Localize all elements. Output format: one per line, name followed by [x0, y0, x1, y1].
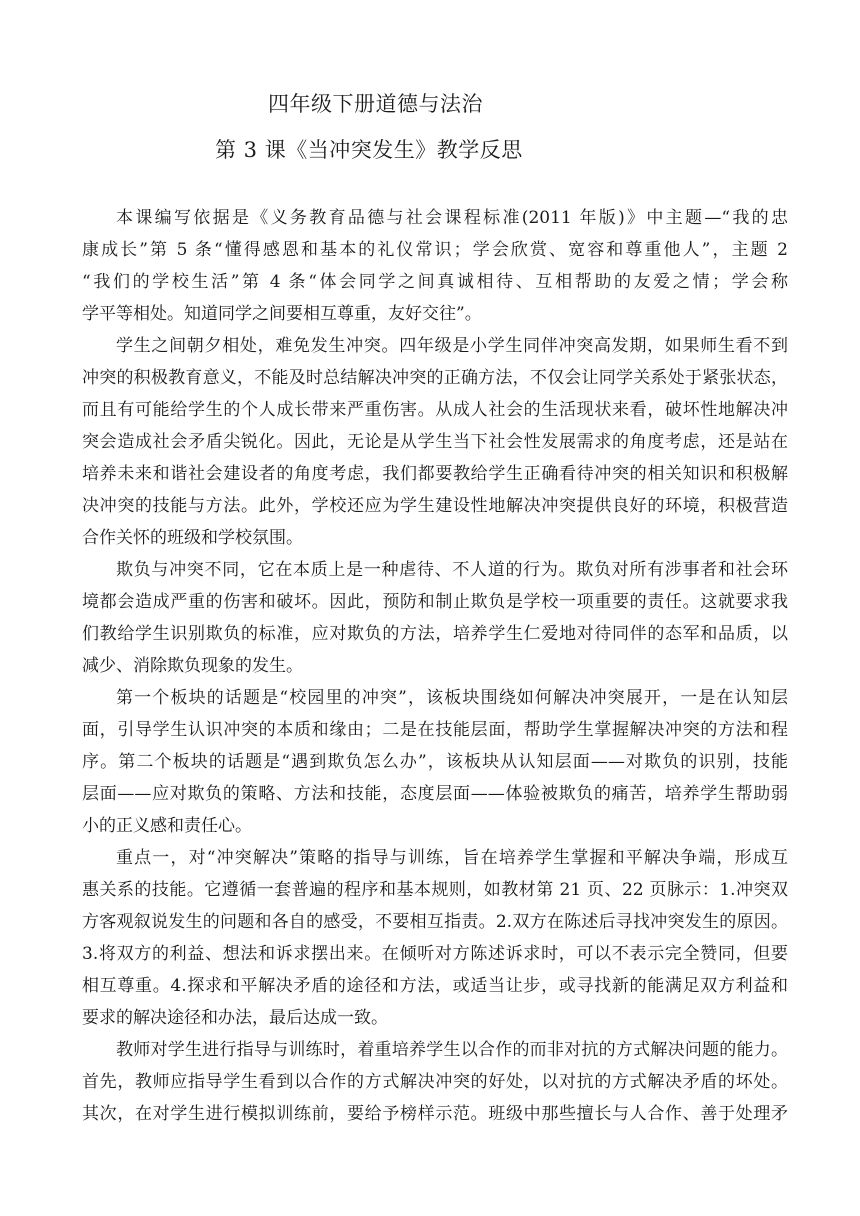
paragraph-line: 们教给学生识别欺负的标准，应对欺负的方法，培养学生仁爱地对待同伴的态军和品质，以 — [82, 624, 788, 644]
paragraph-line: 本课编写依据是《义务教育品德与社会课程标准(2011 年版)》中主题—“我的忠 — [116, 208, 788, 228]
paragraph-line: 要求的解决途径和办法，最后达成一致。 — [82, 1008, 388, 1028]
paragraph-line: 欺负与冲突不同，它在本质上是一种虐待、不人道的行为。欺负对所有涉事者和社会环 — [116, 560, 788, 580]
paragraph-line: 相互尊重。4.探求和平解决矛盾的途径和方法，或适当让步，或寻找新的能满足双方利益和 — [82, 976, 788, 996]
paragraph-line: 康成长”第 5 条“懂得感恩和基本的礼仪常识；学会欣赏、宽容和尊重他人”，主题 2 — [82, 240, 788, 260]
paragraph-line: “我们的学校生活”第 4 条“体会同学之间真诚相待、互相帮助的友爱之情；学会称 — [82, 272, 788, 292]
paragraph-line: 面，引导学生认识冲突的本质和缘由；二是在技能层面，帮助学生掌握解决冲突的方法和程 — [82, 720, 788, 740]
paragraph — [82, 1034, 788, 1130]
paragraph — [82, 554, 788, 682]
paragraph-line: 培养未来和谐社会建设者的角度考虑，我们都要教给学生正确看待冲突的相关知识和积极解 — [82, 464, 788, 484]
document-body — [82, 202, 788, 1130]
paragraph-line: 小的正义感和责任心。 — [82, 816, 252, 836]
paragraph-line: 层面——应对欺负的策略、方法和技能，态度层面——体验被欺负的痛苦，培养学生帮助弱 — [82, 784, 788, 804]
paragraph-line: 学平等相处。知道同学之间要相互尊重，友好交往”。 — [82, 304, 482, 324]
paragraph-line: 教师对学生进行指导与训练时，着重培养学生以合作的而非对抗的方式解决问题的能力。 — [116, 1040, 788, 1060]
paragraph-line: 冲突的积极教育意义，不能及时总结解决冲突的正确方法，不仅会让同学关系处于紧张状态， — [82, 368, 788, 388]
document-subtitle: 第 3 课《当冲突发生》教学反思 — [215, 138, 523, 162]
paragraph-line: 首先，教师应指导学生看到以合作的方式解决冲突的好处，以对抗的方式解决矛盾的坏处。 — [82, 1072, 788, 1092]
paragraph — [82, 842, 788, 1034]
paragraph-line: 第一个板块的话题是“校园里的冲突”，该板块围绕如何解决冲突展开，一是在认知层 — [116, 688, 788, 708]
paragraph-line: 合作关怀的班级和学校氛围。 — [82, 528, 303, 548]
paragraph — [82, 202, 788, 330]
paragraph — [82, 330, 788, 554]
paragraph-line: 方客观叙说发生的问题和各自的感受，不要相互指责。2.双方在陈述后寻找冲突发生的原因。 — [82, 912, 788, 932]
paragraph-line: 境都会造成严重的伤害和破坏。因此，预防和制止欺负是学校一项重要的责任。这就要求我 — [82, 592, 788, 612]
paragraph-line: 惠关系的技能。它遵循一套普遍的程序和基本规则，如教材第 21 页、22 页脉示：1.冲突双 — [82, 880, 788, 900]
paragraph-line: 突会造成社会矛盾尖锐化。因此，无论是从学生当下社会性发展需求的角度考虑，还是站在 — [82, 432, 788, 452]
paragraph-line: 重点一，对“冲突解决”策略的指导与训练，旨在培养学生掌握和平解决争端，形成互 — [116, 848, 788, 868]
paragraph-line: 而且有可能给学生的个人成长带来严重伤害。从成人社会的生活现状来看，破坏性地解决冲 — [82, 400, 788, 420]
paragraph-line: 序。第二个板块的话题是“遇到欺负怎么办”，该板块从认知层面——对欺负的识别，技能 — [82, 752, 788, 772]
paragraph-line: 3.将双方的利益、想法和诉求摆出来。在倾听对方陈述诉求时，可以不表示完全赞同，但要 — [82, 944, 788, 964]
paragraph-line: 学生之间朝夕相处，难免发生冲突。四年级是小学生同伴冲突高发期，如果师生看不到 — [116, 336, 788, 356]
paragraph-line: 其次，在对学生进行模拟训练前，要给予榜样示范。班级中那些擅长与人合作、善于处理矛 — [82, 1104, 788, 1124]
paragraph-line: 决冲突的技能与方法。此外，学校还应为学生建设性地解决冲突提供良好的环境，积极营造 — [82, 496, 788, 516]
paragraph-line: 减少、消除欺负现象的发生。 — [82, 656, 303, 676]
document-title: 四年级下册道德与法治 — [268, 92, 483, 116]
paragraph — [82, 682, 788, 842]
